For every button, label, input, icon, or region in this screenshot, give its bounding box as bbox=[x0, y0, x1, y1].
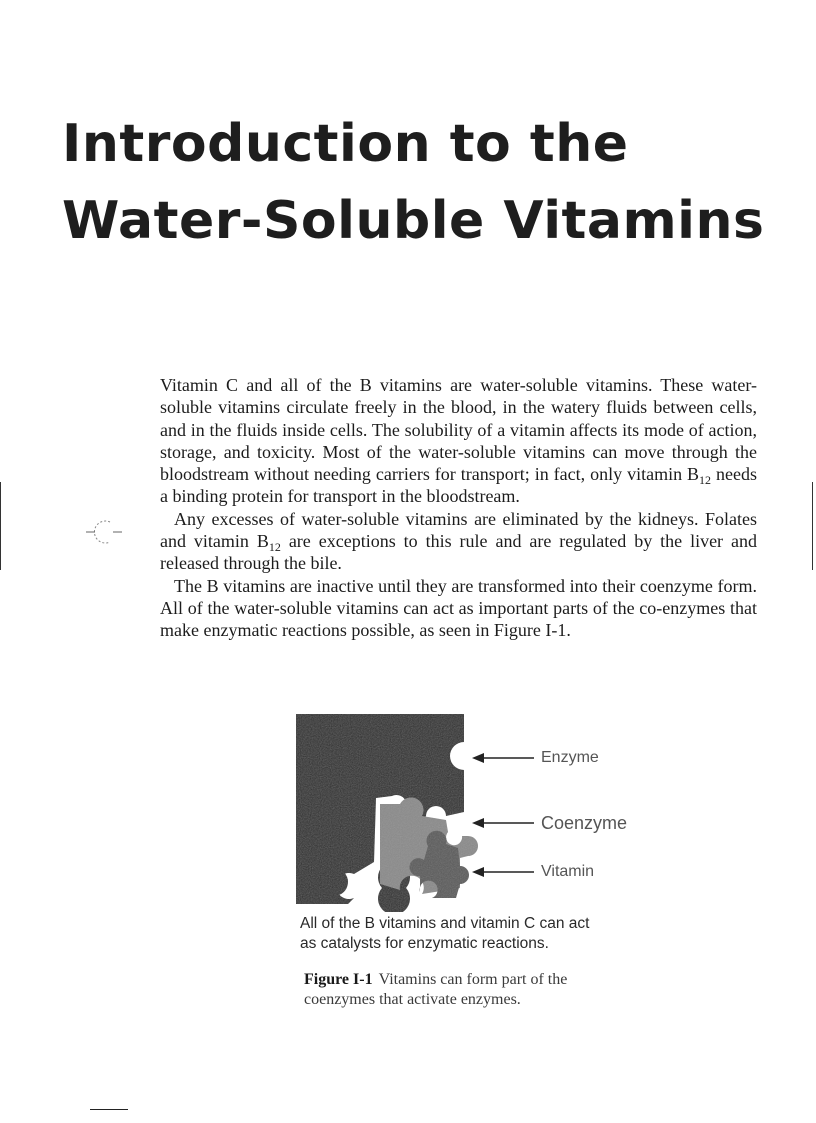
figure-caption bbox=[304, 970, 644, 1010]
crop-mark-right bbox=[812, 482, 813, 570]
figure-caption-line-1 bbox=[304, 970, 644, 990]
paragraph-1-text: Vitamin C and all of the B vitamins are water-soluble vitamins. These water-soluble vitamins circulate freely in the blood, in the watery fluids between cells, and in the fluids inside cells. The solubility of a vitamin affects its mode of action, storage, and toxicity. Most of the water-soluble vitamins can move through the bloodstream without needing carriers for transport; in fact, only vitamin B bbox=[160, 375, 757, 485]
figure-puzzle bbox=[296, 712, 636, 912]
paragraph-2-text: Any excesses of water-soluble vitamins are eliminated by the kidneys. Folates and vitamin B bbox=[160, 508, 757, 552]
subscript: 12 bbox=[699, 473, 712, 488]
body-text bbox=[160, 374, 757, 642]
chapter-title-line-2: Water-Soluble Vitamins bbox=[62, 191, 765, 251]
figure-inner-caption-line-2: as catalysts for enzymatic reactions. bbox=[300, 935, 549, 952]
puzzle-illustration bbox=[296, 712, 636, 912]
paragraph-1-text-end: needs a binding protein for transport in the bloodstream. bbox=[160, 464, 757, 507]
paragraph-2-text-end: are exceptions to this rule and are regulated by the liver and released through the bile. bbox=[160, 531, 757, 574]
figure-caption-line-2: coenzymes that activate enzymes. bbox=[304, 991, 521, 1008]
paragraph-2 bbox=[160, 508, 757, 575]
footer-rule bbox=[90, 1109, 128, 1110]
figure-inner-caption-line-1: All of the B vitamins and vitamin C can act bbox=[300, 915, 590, 932]
arrow-coenzyme bbox=[472, 818, 534, 828]
subscript: 12 bbox=[268, 540, 281, 555]
registration-mark-icon bbox=[86, 514, 122, 550]
chapter-title-line-1: Introduction to the bbox=[62, 114, 629, 174]
crop-mark-left bbox=[0, 482, 1, 570]
arrow-enzyme bbox=[472, 753, 534, 763]
label-enzyme: Enzyme bbox=[541, 749, 599, 766]
paragraph-3: The B vitamins are inactive until they are transformed into their coenzyme form. All of the water-soluble vitamins can act as important parts of the co-enzymes that make enzymatic reactions possible, as seen in Figure I-1. bbox=[160, 575, 757, 641]
arrow-vitamin bbox=[472, 867, 534, 877]
label-coenzyme: Coenzyme bbox=[541, 813, 628, 833]
label-vitamin: Vitamin bbox=[541, 863, 595, 880]
figure-caption-text-1: Vitamins can form part of the bbox=[378, 971, 568, 988]
paragraph-1 bbox=[160, 374, 757, 508]
figure-inner-caption bbox=[300, 914, 640, 954]
figure-label: Figure I-1 bbox=[304, 971, 373, 988]
chapter-title bbox=[62, 106, 764, 260]
